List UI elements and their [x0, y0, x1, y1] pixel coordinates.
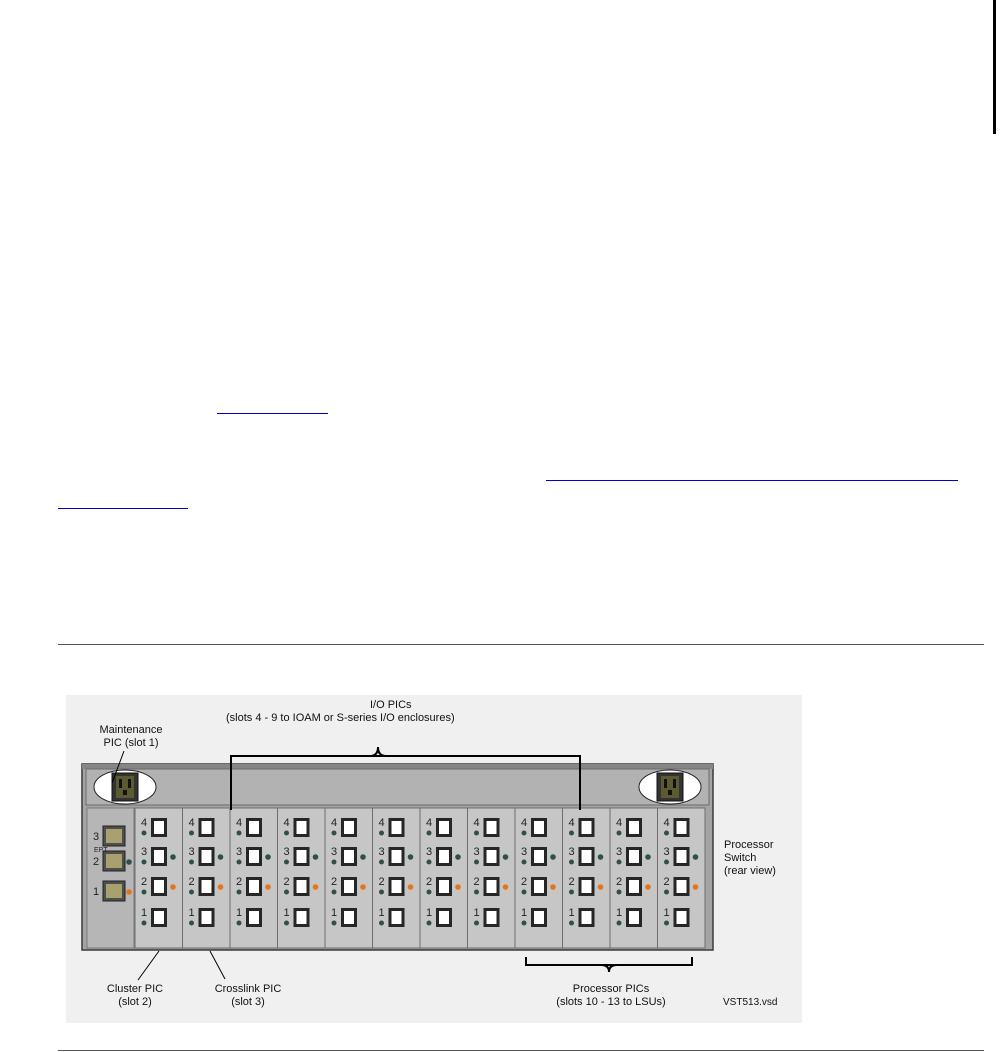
pic-port-number: 3 — [283, 846, 290, 858]
pic-port-led — [142, 831, 147, 836]
pic-port-led — [427, 860, 432, 865]
pic-port-opening — [487, 850, 497, 863]
pic-led-orange — [360, 884, 366, 890]
pic-port-number: 3 — [568, 846, 575, 858]
pic-port-number: 3 — [521, 846, 528, 858]
pic-port-number: 1 — [331, 907, 338, 919]
pic-port-led — [332, 860, 337, 865]
pic-port-opening — [487, 911, 497, 924]
pic-port-led — [379, 921, 384, 926]
pic-port-led — [379, 860, 384, 865]
pic-port-number: 2 — [331, 876, 338, 888]
pic-port-led — [237, 831, 242, 836]
pic-port-opening — [297, 821, 307, 834]
pic-port-led — [474, 921, 479, 926]
pic-port-number: 4 — [663, 817, 670, 829]
pic-port-number: 3 — [331, 846, 338, 858]
pic-port-led — [427, 921, 432, 926]
pic-port-number: 1 — [521, 907, 528, 919]
pic-port-opening — [582, 911, 592, 924]
pic-led-orange — [693, 884, 699, 890]
pic-port-opening — [392, 821, 402, 834]
pic-port-led — [427, 890, 432, 895]
pic-port-number: 4 — [568, 817, 575, 829]
figure-top-rule — [58, 644, 984, 645]
pic-led-teal — [360, 854, 366, 860]
pic-port-led — [332, 921, 337, 926]
maintenance-label-line1: Maintenance — [99, 724, 163, 736]
pic-led-orange — [645, 884, 651, 890]
pic-port-number: 3 — [141, 846, 148, 858]
pic-port-opening — [154, 911, 164, 924]
pic-port-opening — [629, 911, 639, 924]
pic-port-opening — [297, 911, 307, 924]
figure-file-name: VST513.vsd — [723, 997, 778, 1008]
pic-port-number: 2 — [663, 876, 670, 888]
pic-port-led — [237, 890, 242, 895]
cross-reference-link[interactable] — [217, 413, 328, 414]
pic-led-orange — [313, 884, 319, 890]
pic-port-led — [522, 890, 527, 895]
pic-led-teal — [265, 854, 271, 860]
pic-port-opening — [439, 850, 449, 863]
pic-port-opening — [534, 911, 544, 924]
pic-port-number: 2 — [378, 876, 385, 888]
pic-port-number: 1 — [616, 907, 623, 919]
pic-port-opening — [297, 850, 307, 863]
processor-pics-label-line1: Processor PICs — [572, 983, 650, 995]
maintenance-port-face — [106, 884, 122, 898]
pic-port-opening — [487, 880, 497, 893]
pic-led-teal — [170, 854, 176, 860]
pic-port-led — [237, 921, 242, 926]
pic-led-teal — [693, 854, 699, 860]
pic-port-led — [189, 860, 194, 865]
pic-port-number: 1 — [663, 907, 670, 919]
pic-port-led — [474, 890, 479, 895]
maintenance-port-face — [106, 829, 122, 843]
pic-port-opening — [249, 911, 259, 924]
pic-port-opening — [154, 821, 164, 834]
pic-port-number: 1 — [188, 907, 195, 919]
pic-port-number: 1 — [283, 907, 290, 919]
pic-port-led — [569, 831, 574, 836]
pic-port-led — [617, 890, 622, 895]
pic-port-opening — [677, 821, 687, 834]
pic-led-teal — [408, 854, 414, 860]
pic-port-number: 4 — [283, 817, 290, 829]
pic-port-number: 4 — [426, 817, 433, 829]
pic-port-led — [284, 860, 289, 865]
pic-led-orange — [170, 884, 176, 890]
pic-port-opening — [297, 880, 307, 893]
maintenance-port-number: 1 — [93, 886, 100, 898]
processor-switch-label-line3: (rear view) — [724, 865, 776, 877]
pic-port-led — [332, 890, 337, 895]
pic-port-number: 2 — [568, 876, 575, 888]
pic-port-opening — [154, 880, 164, 893]
cluster-pic-label-line2: (slot 2) — [118, 996, 152, 1008]
pic-port-opening — [392, 911, 402, 924]
pic-port-opening — [534, 850, 544, 863]
io-pics-subtitle: (slots 4 - 9 to IOAM or S-series I/O enclosures) — [226, 712, 455, 724]
pic-led-teal — [218, 854, 224, 860]
pic-port-led — [664, 921, 669, 926]
pic-port-number: 3 — [426, 846, 433, 858]
pic-port-opening — [344, 880, 354, 893]
pic-port-led — [522, 921, 527, 926]
pic-port-opening — [629, 821, 639, 834]
pic-port-led — [142, 890, 147, 895]
pic-port-opening — [392, 850, 402, 863]
cross-reference-link-line2[interactable] — [58, 508, 188, 509]
maintenance-port-face — [106, 854, 122, 868]
pic-port-opening — [439, 911, 449, 924]
pic-port-number: 2 — [616, 876, 623, 888]
pic-port-number: 4 — [521, 817, 528, 829]
pic-led-orange — [503, 884, 509, 890]
pic-port-number: 2 — [141, 876, 148, 888]
processor-pics-label-line2: (slots 10 - 13 to LSUs) — [556, 996, 666, 1008]
pic-led-orange — [265, 884, 271, 890]
pic-port-number: 4 — [473, 817, 480, 829]
pic-port-led — [522, 860, 527, 865]
power-connector-right — [639, 770, 701, 804]
pic-port-number: 4 — [331, 817, 338, 829]
pic-port-number: 2 — [473, 876, 480, 888]
pic-port-opening — [439, 821, 449, 834]
maintenance-led-teal — [126, 859, 132, 865]
pic-port-led — [142, 921, 147, 926]
pic-port-number: 4 — [616, 817, 623, 829]
pic-port-led — [284, 890, 289, 895]
figure-bottom-rule — [58, 1050, 984, 1051]
pic-port-number: 2 — [521, 876, 528, 888]
pic-led-orange — [550, 884, 556, 890]
pic-port-opening — [439, 880, 449, 893]
pic-port-number: 3 — [473, 846, 480, 858]
pic-port-number: 1 — [141, 907, 148, 919]
cross-reference-link-line1[interactable] — [546, 480, 958, 481]
maintenance-port-number: 2 — [93, 856, 100, 868]
pic-port-led — [189, 921, 194, 926]
pic-port-opening — [344, 850, 354, 863]
io-pics-title: I/O PICs — [370, 699, 412, 711]
pic-port-opening — [392, 880, 402, 893]
pic-port-led — [569, 921, 574, 926]
pic-port-led — [664, 831, 669, 836]
pic-port-opening — [249, 880, 259, 893]
pic-port-opening — [202, 821, 212, 834]
pic-port-led — [617, 831, 622, 836]
pic-port-opening — [487, 821, 497, 834]
maintenance-led-orange — [126, 889, 132, 895]
pic-port-number: 4 — [236, 817, 243, 829]
pic-port-opening — [534, 821, 544, 834]
pic-port-opening — [582, 850, 592, 863]
maintenance-label-line2: PIC (slot 1) — [103, 737, 159, 749]
pic-led-teal — [645, 854, 651, 860]
maintenance-port-number: 3 — [93, 831, 100, 843]
processor-switch-figure — [66, 695, 802, 1023]
pic-led-teal — [313, 854, 319, 860]
pic-port-opening — [677, 850, 687, 863]
pic-port-number: 2 — [283, 876, 290, 888]
pic-port-opening — [677, 911, 687, 924]
pic-slots — [87, 808, 705, 948]
pic-led-teal — [598, 854, 604, 860]
pic-port-number: 1 — [378, 907, 385, 919]
pic-port-opening — [582, 821, 592, 834]
pic-port-number: 1 — [568, 907, 575, 919]
pic-port-number: 4 — [378, 817, 385, 829]
pic-led-orange — [218, 884, 224, 890]
pic-port-led — [617, 921, 622, 926]
pic-port-led — [189, 831, 194, 836]
pic-port-led — [379, 831, 384, 836]
pic-port-opening — [582, 880, 592, 893]
pic-port-number: 1 — [426, 907, 433, 919]
cluster-pic-label-line1: Cluster PIC — [106, 983, 164, 995]
pic-port-opening — [202, 911, 212, 924]
pic-port-number: 2 — [426, 876, 433, 888]
pic-port-led — [569, 860, 574, 865]
pic-port-opening — [154, 850, 164, 863]
pic-port-opening — [249, 821, 259, 834]
pic-led-orange — [408, 884, 414, 890]
change-bar — [993, 0, 996, 134]
pic-port-number: 4 — [188, 817, 195, 829]
pic-port-opening — [534, 880, 544, 893]
pic-port-opening — [677, 880, 687, 893]
crosslink-pic-label-line1: Crosslink PIC — [214, 983, 282, 995]
pic-led-orange — [455, 884, 461, 890]
processor-switch-diagram — [66, 695, 802, 1023]
pic-port-opening — [202, 880, 212, 893]
pic-port-opening — [629, 880, 639, 893]
pic-port-number: 2 — [188, 876, 195, 888]
pic-port-opening — [344, 911, 354, 924]
pic-port-opening — [202, 850, 212, 863]
pic-led-teal — [550, 854, 556, 860]
pic-port-led — [427, 831, 432, 836]
processor-switch-label-line1: Processor — [724, 839, 774, 851]
pic-port-led — [664, 890, 669, 895]
pic-port-number: 4 — [141, 817, 148, 829]
pic-port-led — [189, 890, 194, 895]
pic-port-number: 1 — [236, 907, 243, 919]
pic-port-number: 3 — [663, 846, 670, 858]
pic-port-number: 1 — [473, 907, 480, 919]
pic-port-led — [569, 890, 574, 895]
pic-port-opening — [249, 850, 259, 863]
pic-led-teal — [455, 854, 461, 860]
pic-port-opening — [344, 821, 354, 834]
pic-port-opening — [629, 850, 639, 863]
crosslink-pic-label-line2: (slot 3) — [231, 996, 265, 1008]
pic-port-led — [332, 831, 337, 836]
pic-port-led — [474, 860, 479, 865]
pic-port-led — [284, 831, 289, 836]
processor-switch-label-line2: Switch — [724, 852, 757, 864]
pic-port-led — [664, 860, 669, 865]
pic-port-led — [522, 831, 527, 836]
pic-port-number: 3 — [188, 846, 195, 858]
pic-port-led — [284, 921, 289, 926]
pic-port-led — [379, 890, 384, 895]
maintenance-eth-label: EPT — [94, 847, 108, 854]
power-connector-left — [94, 770, 156, 804]
pic-led-orange — [598, 884, 604, 890]
pic-port-led — [142, 860, 147, 865]
pic-port-led — [617, 860, 622, 865]
pic-port-led — [474, 831, 479, 836]
pic-led-teal — [503, 854, 509, 860]
pic-port-number: 2 — [236, 876, 243, 888]
pic-port-number: 3 — [616, 846, 623, 858]
pic-port-number: 3 — [236, 846, 243, 858]
pic-port-led — [237, 860, 242, 865]
pic-port-number: 3 — [378, 846, 385, 858]
